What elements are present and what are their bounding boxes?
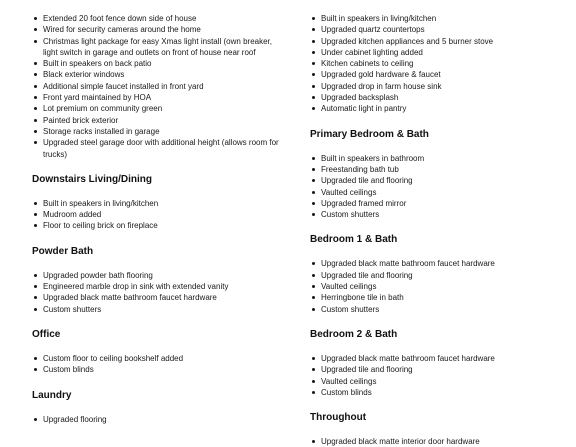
section-list (310, 353, 560, 398)
list-item: Extended 20 foot fence down side of house (32, 13, 282, 24)
list-item: Upgraded black matte bathroom faucet hardware (310, 353, 560, 364)
list-item: Upgraded gold hardware & faucet (310, 69, 560, 80)
section-list (310, 436, 560, 447)
left-sections (32, 174, 282, 425)
section-downstairs-living-dining (32, 174, 282, 232)
list-item: Upgraded black matte bathroom faucet hardware (32, 292, 282, 303)
list-item: Custom floor to ceiling bookshelf added (32, 353, 282, 364)
list-item: Automatic light in pantry (310, 103, 560, 114)
section-list (310, 153, 560, 221)
list-item: Built in speakers in living/kitchen (32, 198, 282, 209)
exterior-list (32, 13, 282, 160)
section-primary-bedroom-and-bath (310, 129, 560, 221)
section-list (310, 258, 560, 314)
list-item: Built in speakers in living/kitchen (310, 13, 560, 24)
list-item: Engineered marble drop in sink with extended vanity (32, 281, 282, 292)
section-bedroom-1-and-bath (310, 234, 560, 314)
section-powder-bath (32, 246, 282, 315)
right-sections (310, 129, 560, 447)
section-heading: Primary Bedroom & Bath (310, 128, 429, 140)
section-list (32, 414, 282, 425)
list-item: Upgraded black matte interior door hardware (310, 436, 560, 447)
list-item: Black exterior windows (32, 69, 282, 80)
section-heading: Throughout (310, 412, 367, 424)
list-item: Upgraded quartz countertops (310, 24, 560, 35)
section-heading: Laundry (32, 389, 72, 401)
list-item: Custom shutters (32, 304, 282, 315)
list-item: Upgraded drop in farm house sink (310, 81, 560, 92)
list-item: Custom shutters (310, 304, 560, 315)
section-list (32, 270, 282, 315)
section-laundry (32, 390, 282, 425)
list-item: Wired for security cameras around the home (32, 24, 282, 35)
list-item: Built in speakers in bathroom (310, 153, 560, 164)
left-column (32, 13, 282, 425)
section-heading: Downstairs Living/Dining (32, 173, 153, 185)
section-heading: Office (32, 328, 61, 340)
list-item: Herringbone tile in bath (310, 292, 560, 303)
list-item: Upgraded steel garage door with additional height (allows room for trucks) (32, 137, 282, 160)
exterior-section (32, 13, 282, 160)
list-item: Kitchen cabinets to ceiling (310, 58, 560, 69)
list-item: Upgraded backsplash (310, 92, 560, 103)
list-item: Custom blinds (32, 364, 282, 375)
list-item: Built in speakers on back patio (32, 58, 282, 69)
right-column (310, 13, 560, 447)
list-item: Lot premium on community green (32, 103, 282, 114)
list-item: Mudroom added (32, 209, 282, 220)
list-item: Upgraded kitchen appliances and 5 burner stove (310, 36, 560, 47)
section-throughout (310, 412, 560, 447)
list-item: Vaulted ceilings (310, 281, 560, 292)
list-item: Upgraded tile and flooring (310, 175, 560, 186)
section-bedroom-2-and-bath (310, 329, 560, 398)
list-item: Custom shutters (310, 209, 560, 220)
section-heading: Bedroom 1 & Bath (310, 234, 398, 246)
list-item: Upgraded powder bath flooring (32, 270, 282, 281)
section-heading: Bedroom 2 & Bath (310, 328, 398, 340)
list-item: Upgraded flooring (32, 414, 282, 425)
section-heading: Powder Bath (32, 245, 94, 257)
list-item: Vaulted ceilings (310, 376, 560, 387)
section-office (32, 329, 282, 376)
section-list (32, 353, 282, 376)
list-item: Vaulted ceilings (310, 187, 560, 198)
list-item: Upgraded tile and flooring (310, 364, 560, 375)
list-item: Front yard maintained by HOA (32, 92, 282, 103)
list-item: Upgraded framed mirror (310, 198, 560, 209)
kitchen-section (310, 13, 560, 115)
section-list (32, 198, 282, 232)
list-item: Floor to ceiling brick on fireplace (32, 220, 282, 231)
list-item: Custom blinds (310, 387, 560, 398)
list-item: Storage racks installed in garage (32, 126, 282, 137)
list-item: Christmas light package for easy Xmas light install (own breaker, light switch in garage and outlets on front of house near roof (32, 36, 282, 59)
list-item: Freestanding bath tub (310, 164, 560, 175)
list-item: Upgraded black matte bathroom faucet hardware (310, 258, 560, 269)
list-item: Upgraded tile and flooring (310, 270, 560, 281)
list-item: Under cabinet lighting added (310, 47, 560, 58)
list-item: Painted brick exterior (32, 115, 282, 126)
kitchen-list (310, 13, 560, 115)
list-item: Additional simple faucet installed in front yard (32, 81, 282, 92)
